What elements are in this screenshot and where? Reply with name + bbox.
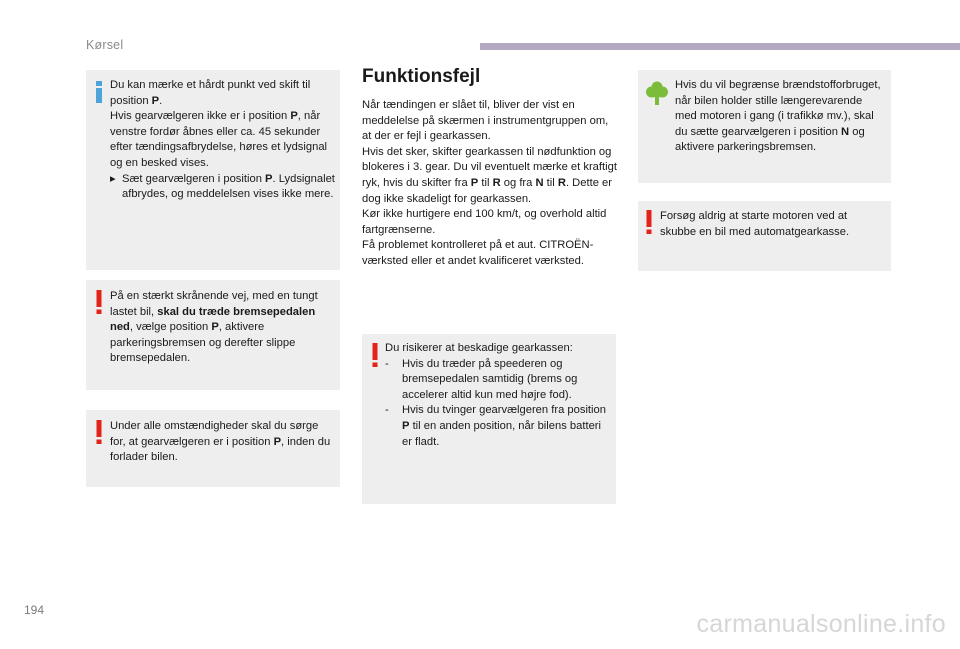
- info-line: position: [110, 94, 152, 107]
- info-line: Hvis gearvælgeren ikke er i position: [110, 110, 291, 123]
- paragraph: Få problemet kontrolleret på et aut. CITROËN-værksted eller et andet kvalificeret værksted.: [362, 239, 594, 267]
- warning-text: [110, 289, 336, 367]
- text: til: [543, 176, 558, 189]
- bullet-text: . Lydsignalet afbrydes, og meddelelsen vises ikke mere.: [122, 172, 335, 201]
- eco-box: [638, 70, 891, 183]
- position-p: P: [290, 110, 298, 123]
- warning-intro: Du risikerer at beskadige gearkassen:: [385, 342, 573, 354]
- paragraph: Når tændingen er slået til, bliver der vist en meddelelse på skærmen i instrumentgruppen om, at der er fejl i gearkassen.: [362, 99, 609, 143]
- list-item-text: Hvis du tvinger gearvælgeren fra position: [402, 404, 606, 417]
- warning-line: Forsøg aldrig at starte motoren ved at skubbe en bil med automatgearkasse.: [660, 210, 850, 238]
- position-p: P: [151, 94, 160, 107]
- text: til: [478, 176, 493, 189]
- header-bar: [480, 43, 960, 50]
- watermark: carmanualsonline.info: [696, 610, 946, 638]
- text: og fra: [500, 176, 536, 189]
- paragraph: Kør ikke hurtigere end 100 km/t, og overhold altid fartgrænserne.: [362, 208, 607, 236]
- warning-text: [385, 341, 611, 450]
- warning-icon: [372, 343, 378, 367]
- warning-box-push-start: [638, 201, 891, 271]
- punct: .: [159, 94, 163, 107]
- position-p: P: [211, 321, 219, 334]
- list-item-text: til en anden position, når bilens batteri er fladt.: [402, 419, 602, 448]
- page-title: Funktionsfejl: [362, 66, 481, 87]
- text: Hvis det sker, skifter gearkassen til nødfunktion og blokeres i 3. gear. Du vil eventuelt mærke et kraftigt ryk, hvis du skifter fra: [362, 145, 617, 189]
- warning-line: Under alle omstændigheder skal du sørge for, at gearvælgeren er i position: [110, 420, 319, 448]
- warning-box-gearbox: [362, 334, 616, 504]
- eco-line: Hvis du vil begrænse brændstofforbruget, når bilen holder stille længerevarende med motoren i gang (i trafikkø mv.), skal du sætte gearvælgeren i position: [675, 79, 881, 138]
- dash: -: [385, 357, 389, 370]
- warning-line: På en stærkt skrånende vej, med en tungt lastet bil,: [110, 290, 318, 318]
- paragraph: [362, 145, 618, 207]
- eco-text: [675, 78, 885, 156]
- list-item: [385, 357, 611, 404]
- position-p: P: [273, 435, 282, 448]
- warning-text: [110, 419, 336, 466]
- info-line: venstre fordør åbnes eller ca. 45 sekunder efter tændingsafbrydelse, høres et lydsignal og en besked vises.: [110, 125, 328, 169]
- warning-box-slope: [86, 280, 340, 390]
- main-body: [362, 98, 618, 270]
- warning-bold: skal du træde bremsepedalen ned: [110, 305, 316, 334]
- gear-letter: R: [492, 176, 501, 189]
- position-n: N: [841, 125, 850, 138]
- arrow-bullet-icon: ▸: [110, 172, 116, 185]
- dash: -: [385, 404, 389, 417]
- section-label: Kørsel: [86, 38, 124, 52]
- info-box: [86, 70, 340, 270]
- eco-line: og aktivere parkeringsbremsen.: [675, 125, 865, 154]
- gear-letter: N: [535, 176, 544, 189]
- list-item-text: Hvis du træder på speederen og bremsepedalen samtidig (brems og accelerer altid kun med højre fod).: [402, 357, 578, 401]
- eco-tree-icon: [646, 81, 668, 105]
- warning-text: [660, 209, 885, 240]
- warning-icon: [96, 420, 102, 444]
- gear-letter: P: [470, 176, 479, 189]
- warning-icon: [96, 290, 102, 314]
- bullet-text: Sæt gearvælgeren i position: [122, 172, 266, 185]
- warning-line: , inden du forlader bilen.: [110, 435, 331, 464]
- gear-letter: R: [557, 176, 566, 189]
- info-line: , når: [297, 110, 321, 123]
- warning-icon: [646, 210, 652, 234]
- warning-line: , aktivere parkeringsbremsen og derefter slippe bremsepedalen.: [110, 321, 296, 365]
- position-p: P: [402, 419, 410, 432]
- position-p: P: [265, 172, 273, 185]
- page-number: 194: [24, 603, 45, 617]
- warning-box-leave: [86, 410, 340, 487]
- info-bullet: [110, 172, 336, 203]
- info-icon: [96, 81, 102, 103]
- info-line: Du kan mærke et hårdt punkt ved skift til: [110, 79, 311, 91]
- info-text: [110, 78, 336, 203]
- list-item: [385, 403, 611, 450]
- text: . Dette er dog ikke skadeligt for gearkassen.: [362, 176, 612, 205]
- warning-line: , vælge position: [129, 321, 212, 334]
